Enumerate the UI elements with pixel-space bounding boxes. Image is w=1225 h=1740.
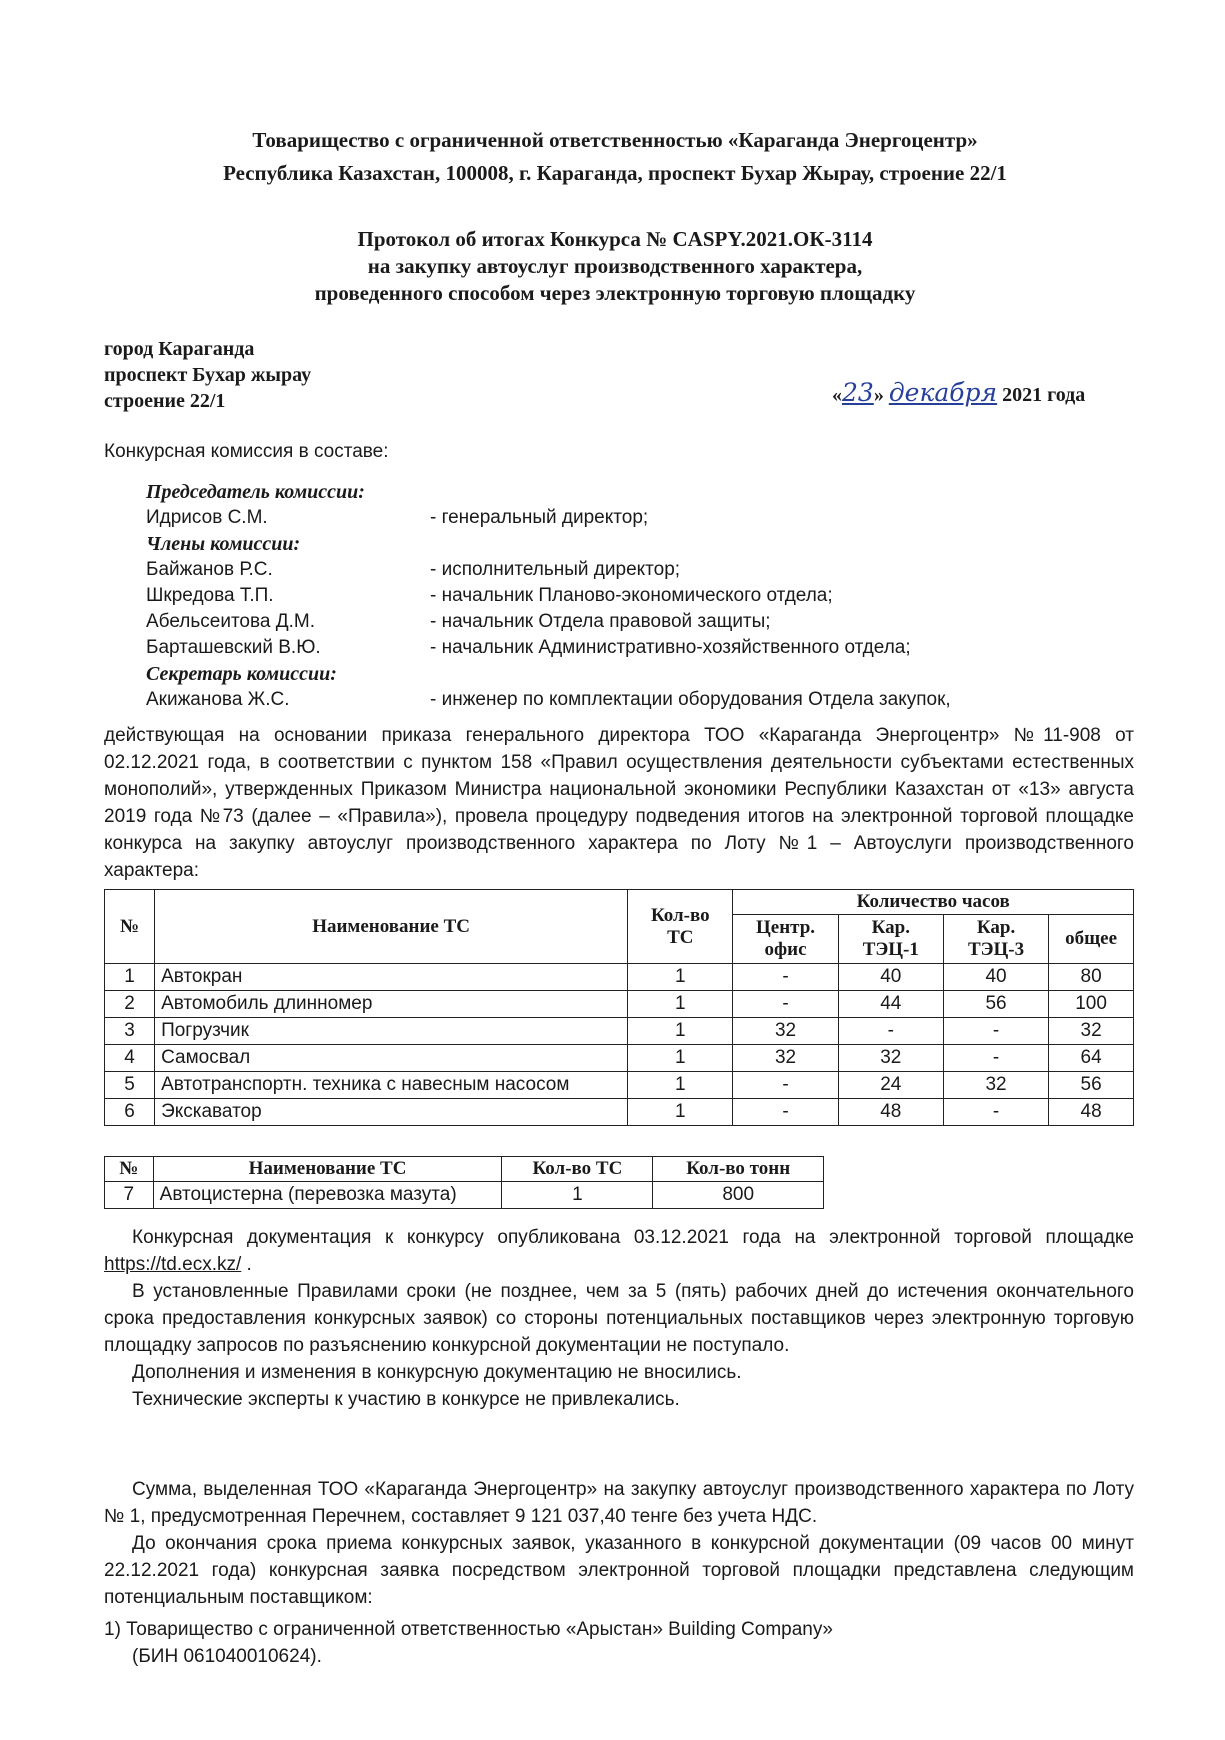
cell-tec1: 48 <box>838 1099 943 1126</box>
org-address: Республика Казахстан, 100008, г. Караганда, проспект Бухар Жырау, строение 22/1 <box>223 161 1007 185</box>
cell-qty: 1 <box>628 1099 733 1126</box>
col-header-tec1-line1: Кар. <box>871 917 910 938</box>
cell-tec1: 32 <box>838 1045 943 1072</box>
applications-paragraph: До окончания срока приема конкурсных заявок, указанного в конкурсной документации (09 часов 00 минут 22.12.2021 года) конкурсная заявка посредством электронной торговой площадки представлена следующим потенциальным поставщиком: <box>104 1533 1134 1608</box>
date-year: 2021 года <box>1002 384 1086 406</box>
commission-intro: Конкурсная комиссия в составе: <box>104 441 389 462</box>
cell-qty: 1 <box>628 1072 733 1099</box>
cell-qty: 1 <box>628 1018 733 1045</box>
cell-name: Автомобиль длинномер <box>155 991 628 1018</box>
cell-no: 3 <box>105 1018 155 1045</box>
col-header-tons: Кол-во тонн <box>653 1157 824 1182</box>
location-building: строение 22/1 <box>104 390 226 412</box>
cell-tec3: 40 <box>943 964 1048 991</box>
col-header-tec3-line2: ТЭЦ-3 <box>967 939 1025 960</box>
members-label: Члены комиссии: <box>146 533 301 555</box>
cell-name: Самосвал <box>155 1045 628 1072</box>
cell-office: 32 <box>733 1018 838 1045</box>
cell-qty: 1 <box>502 1182 653 1209</box>
member-position: - начальник Планово-экономического отдела; <box>430 585 833 606</box>
col-header-tec3-line1: Кар. <box>976 917 1016 938</box>
cell-tec3: - <box>943 1045 1048 1072</box>
cell-name: Автокран <box>155 964 628 991</box>
location-city: город Караганда <box>104 338 255 360</box>
table-row <box>105 991 1134 1018</box>
date-quote-close: » <box>873 384 884 406</box>
table-row <box>105 1099 1134 1126</box>
cell-tec3: - <box>943 1099 1048 1126</box>
tank-truck-table <box>104 1156 824 1209</box>
cell-qty: 1 <box>628 964 733 991</box>
cell-tons: 800 <box>653 1182 824 1209</box>
cell-name: Автоцистерна (перевозка мазута) <box>153 1182 502 1209</box>
col-header-tec1-line2: ТЭЦ-1 <box>862 939 919 960</box>
title-line-2: на закупку автоуслуг производственного характера, <box>367 254 863 278</box>
cell-tec1: 40 <box>838 964 943 991</box>
docs-published-end: . <box>241 1254 252 1275</box>
table-row <box>105 1072 1134 1099</box>
date-day-handwritten: 23 <box>842 378 874 407</box>
member-position: - начальник Административно-хозяйственного отдела; <box>430 637 911 658</box>
cell-tec3: 32 <box>943 1072 1048 1099</box>
member-position: - начальник Отдела правовой защиты; <box>430 611 771 632</box>
cell-office: - <box>733 1072 838 1099</box>
member-name: Байжанов Р.С. <box>146 559 273 580</box>
cell-tec1: 24 <box>838 1072 943 1099</box>
cell-tec3: 56 <box>943 991 1048 1018</box>
col-header-qty: Кол-во ТС <box>502 1157 653 1182</box>
protocol-title <box>200 226 1030 307</box>
member-name: Шкредова Т.П. <box>146 585 274 606</box>
cell-total: 48 <box>1049 1099 1134 1126</box>
secretary-label: Секретарь комиссии: <box>146 663 337 685</box>
cell-total: 100 <box>1049 991 1134 1018</box>
col-header-no: № <box>105 1157 154 1182</box>
col-header-qty <box>628 890 733 964</box>
cell-qty: 1 <box>628 991 733 1018</box>
cell-office: - <box>733 991 838 1018</box>
location-block <box>104 336 311 414</box>
cell-no: 2 <box>105 991 155 1018</box>
amount-section <box>104 1476 1134 1611</box>
title-line-3: проведенного способом через электронную торговую площадку <box>314 281 916 305</box>
experts-paragraph: Технические эксперты к участию в конкурсе не привлекались. <box>132 1389 680 1410</box>
cell-tec1: - <box>838 1018 943 1045</box>
cell-name: Автотранспортн. техника с навесным насосом <box>155 1072 628 1099</box>
cell-no: 6 <box>105 1099 155 1126</box>
col-header-qty-line2: ТС <box>667 926 694 948</box>
cell-tec1: 44 <box>838 991 943 1018</box>
title-line-1: Протокол об итогах Конкурса № CASPY.2021.ОК-3114 <box>357 227 873 251</box>
col-header-name: Наименование ТС <box>153 1157 502 1182</box>
commission-list <box>146 479 1046 713</box>
col-header-office-line2: офис <box>764 939 807 960</box>
secretary-name: Акижанова Ж.С. <box>146 689 290 710</box>
amendments-paragraph: Дополнения и изменения в конкурсную документацию не вносились. <box>132 1362 742 1383</box>
supplier-name: 1) Товарищество с ограниченной ответственностью «Арыстан» Building Company» <box>104 1619 833 1640</box>
vehicles-hours-table <box>104 889 1134 1126</box>
amount-paragraph: Сумма, выделенная ТОО «Караганда Энергоцентр» на закупку автоуслуг производственного характера по Лоту № 1, предусмотренная Перечнем, составляет 9 121 037,40 тенге без учета НДС. <box>104 1479 1134 1527</box>
table-row <box>105 1045 1134 1072</box>
cell-name: Погрузчик <box>155 1018 628 1045</box>
basis-text: действующая на основании приказа генерального директора ТОО «Караганда Энергоцентр» №11-908 от 02.12.2021 года, в соответствии с пунктом 158 «Правил осуществления деятельности субъектами естественных монополий», утвержденных Приказом Министра национальной экономики Республики Казахстан от «13» августа 2019 года №73 (далее – «Правила»), провела процедуру подведения итогов на электронной торговой площадке конкурса на закупку автоуслуг производственного характера по Лоту №1 – Автоуслуги производственного характера: <box>104 725 1134 881</box>
docs-published-text: Конкурсная документация к конкурсу опубликована 03.12.2021 года на электронной торговой площадке <box>132 1227 1134 1248</box>
col-header-office-line1: Центр. <box>756 917 816 938</box>
cell-no: 5 <box>105 1072 155 1099</box>
location-street: проспект Бухар жырау <box>104 364 312 386</box>
table-row <box>105 1182 824 1209</box>
chair-position: - генеральный директор; <box>430 507 649 528</box>
col-header-tec1 <box>838 915 943 964</box>
col-header-total: общее <box>1049 915 1134 964</box>
cell-total: 56 <box>1049 1072 1134 1099</box>
member-name: Барташевский В.Ю. <box>146 637 321 658</box>
cell-no: 7 <box>105 1182 154 1209</box>
table-row <box>105 1018 1134 1045</box>
chair-label: Председатель комиссии: <box>146 481 365 503</box>
col-header-tec3 <box>943 915 1048 964</box>
cell-office: - <box>733 1099 838 1126</box>
cell-no: 4 <box>105 1045 155 1072</box>
cell-no: 1 <box>105 964 155 991</box>
cell-qty: 1 <box>628 1045 733 1072</box>
table-row <box>105 964 1134 991</box>
col-header-office <box>733 915 838 964</box>
col-header-qty-line1: Кол-во <box>650 904 710 926</box>
cell-office: 32 <box>733 1045 838 1072</box>
clarification-paragraph: В установленные Правилами сроки (не позднее, чем за 5 (пять) рабочих дней до истечения окончательного срока предоставления конкурсных заявок) со стороны потенциальных поставщиков через электронную торговую площадку запросов по разъяснению конкурсной документации не поступало. <box>104 1281 1134 1356</box>
supplier-item <box>104 1616 833 1670</box>
col-header-no: № <box>105 890 155 964</box>
cell-total: 64 <box>1049 1045 1134 1072</box>
cell-total: 32 <box>1049 1018 1134 1045</box>
supplier-bin: (БИН 061040010624). <box>132 1646 322 1667</box>
chair-name: Идрисов С.М. <box>146 507 268 528</box>
member-position: - исполнительный директор; <box>430 559 681 580</box>
member-name: Абельсеитова Д.М. <box>146 611 315 632</box>
date-quote-open: « <box>832 384 842 406</box>
cell-tec3: - <box>943 1018 1048 1045</box>
cell-name: Экскаватор <box>155 1099 628 1126</box>
basis-paragraph <box>104 722 1134 884</box>
ecx-link[interactable]: https://td.ecx.kz/ <box>104 1254 242 1275</box>
protocol-date <box>832 378 1132 407</box>
secretary-position: - инженер по комплектации оборудования Отдела закупок, <box>430 689 951 710</box>
cell-total: 80 <box>1049 964 1134 991</box>
col-header-hours: Количество часов <box>733 890 1134 915</box>
date-month-handwritten: декабря <box>888 378 998 407</box>
docs-published-paragraph <box>104 1224 1134 1278</box>
org-name: Товарищество с ограниченной ответственностью «Караганда Энергоцентр» <box>252 128 978 152</box>
organization-header <box>150 124 1080 190</box>
documentation-section <box>104 1224 1134 1413</box>
cell-office: - <box>733 964 838 991</box>
col-header-name: Наименование ТС <box>155 890 628 964</box>
